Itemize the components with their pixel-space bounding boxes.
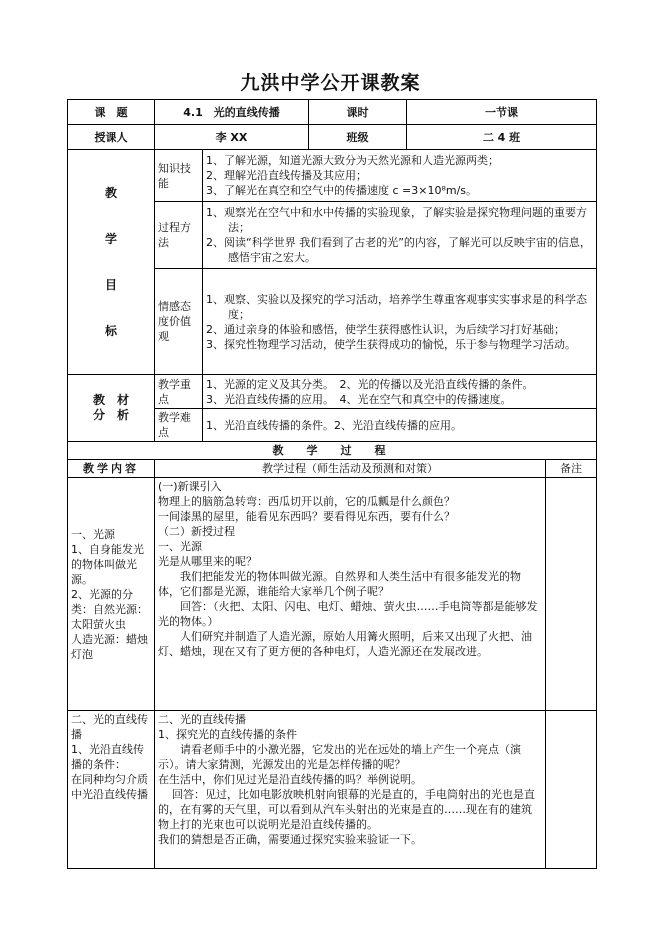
goals-char-1: 教 [104,186,117,200]
process-line: 光是从哪里来的呢？ [158,555,257,568]
process-line: 我们把能发光的物体叫做光源。自然界和人类生活中有很多能发光的物体，它们都是光源，谁能给大家举几个例子呢？ [158,570,521,598]
content-line: 在同种均匀介质中光沿直线传播 [71,773,148,801]
class-label: 班级 [309,125,407,150]
goals-char-2: 学 [104,232,117,246]
row2-process [155,711,546,869]
key-point-label: 教学重点 [155,375,203,409]
emotion-item: 2、通过亲身的体验和感悟，使学生获得感性认识，为后续学习打好基础； [206,322,565,336]
process-method-item: 1、观察光在空气中和水中传播的实验现象，了解实验是探究物理问题的重要方法； [206,206,587,234]
emotion-item: 3、探究性物理学习活动，使学生获得成功的愉悦，乐于参与物理学习活动。 [206,337,576,351]
key-point-item: 1、光源的定义及其分类。 2、光的传播以及光沿直线传播的条件。 [206,377,534,391]
emotion-item: 1、观察、实验以及探究的学习活动，培养学生尊重客观事实实事求是的科学态度； [206,292,587,321]
class-value: 二 4 班 [407,125,597,150]
content-line: 1、光沿直线传播的条件： [71,743,144,771]
knowledge-cell [203,150,597,202]
hours-label: 课时 [309,100,407,125]
key-point-item: 3、光沿直线传播的应用。 4、光在空气和真空中的传播速度。 [206,392,512,406]
process-line: 我们的猜想是否正确，需要通过探究实验来验证一下。 [158,833,422,846]
col-content-header: 教学内容 [68,460,155,478]
lesson-value: 4.1 光的直线传播 [155,100,309,125]
process-method-item: 2、阅读“科学世界 我们看到了古老的光”的内容，了解光可以反映宇宙的信息，感悟宇宙之宏大。 [206,236,591,264]
lesson-label: 课 题 [68,100,155,125]
row1-content [68,478,155,711]
process-line: (一)新课引入 [158,480,222,493]
content-line: 一、光源 [71,527,115,541]
goals-char-4: 标 [104,324,117,338]
emotion-cell [203,269,597,375]
goals-char-3: 目 [104,278,117,292]
content-line: 二、光的直线传播 [71,713,148,741]
process-method-cell [203,202,597,269]
process-line: （二）新授过程 [158,525,235,538]
content-line: 2、光源的分类：自然光源：太阳萤火虫 [71,587,148,631]
process-line: 人们研究并制造了人造光源，原始人用篝火照明，后来又出现了火把、油灯、蜡烛，现在又有了更方便的各种电灯，人造光源还在发展改进。 [158,630,532,658]
process-line: 物理上的脑筋急转弯：西瓜切开以前，它的瓜瓤是什么颜色？ [158,495,455,508]
knowledge-item: 2、理解光沿直线传播及其应用； [206,169,367,182]
content-line: 人造光源：蜡烛灯泡 [71,632,148,661]
row1-process [155,478,546,711]
analysis-side-label: 教 材 分 析 [68,375,155,442]
process-section-title: 教 学 过 程 [68,442,597,460]
emotion-label: 情感态度价值观 [155,269,203,375]
row1-note [546,478,597,711]
process-line: 在生活中，你们见过光是沿直线传播的吗？举例说明。 [158,773,422,786]
process-line: 二、光的直线传播 [158,713,246,726]
process-line: 回答：见过，比如电影放映机射向银幕的光是直的，手电筒射出的光也是直的，在有雾的天气里，可以看到从汽车头射出的光束是直的……现在有的建筑物上打的光束也可以说明光是沿直线传播的。 [158,788,535,831]
process-method-label: 过程方法 [155,202,203,269]
teacher-label: 授课人 [68,125,155,150]
knowledge-item: 1、了解光源，知道光源大致分为天然光源和人造光源两类； [206,154,499,167]
process-line: 1、探究光的直线传播的条件 [158,728,297,741]
process-line: 一、光源 [158,540,202,553]
lesson-plan-table [67,99,597,869]
row2-content [68,711,155,869]
knowledge-item: 3、了解光在真空和空气中的传播速度 c =3×10⁸m/s。 [206,184,478,197]
page-title: 九洪中学公开课教案 [240,72,421,94]
hours-value: 一节课 [407,100,597,125]
row2-note [546,711,597,869]
process-line: 一间漆黑的屋里，能看见东西吗？要看得见东西，要有什么？ [158,510,455,523]
col-process-header: 教学过程（师生活动及预测和对策） [155,460,546,478]
knowledge-label: 知识技能 [155,150,203,202]
process-line: 请看老师手中的小激光器，它发出的光在远处的墙上产生一个亮点（演示）。请大家猜测，光源发出的光是怎样传播的呢？ [158,743,521,771]
col-note-header: 备注 [546,460,597,478]
teacher-value: 李 XX [155,125,309,150]
content-line: 1、自身能发光的物体叫做光源。 [71,542,144,586]
process-line: 回答：（火把、太阳、闪电、电灯、蜡烛、萤火虫……手电筒等都是能够发光的物体。） [158,600,538,628]
goals-side-label [68,150,155,375]
difficult-point-value: 1、光沿直线传播的条件。2、光沿直线传播的应用。 [203,409,597,442]
difficult-point-label: 教学难点 [155,409,203,442]
key-point-cell [203,375,597,409]
